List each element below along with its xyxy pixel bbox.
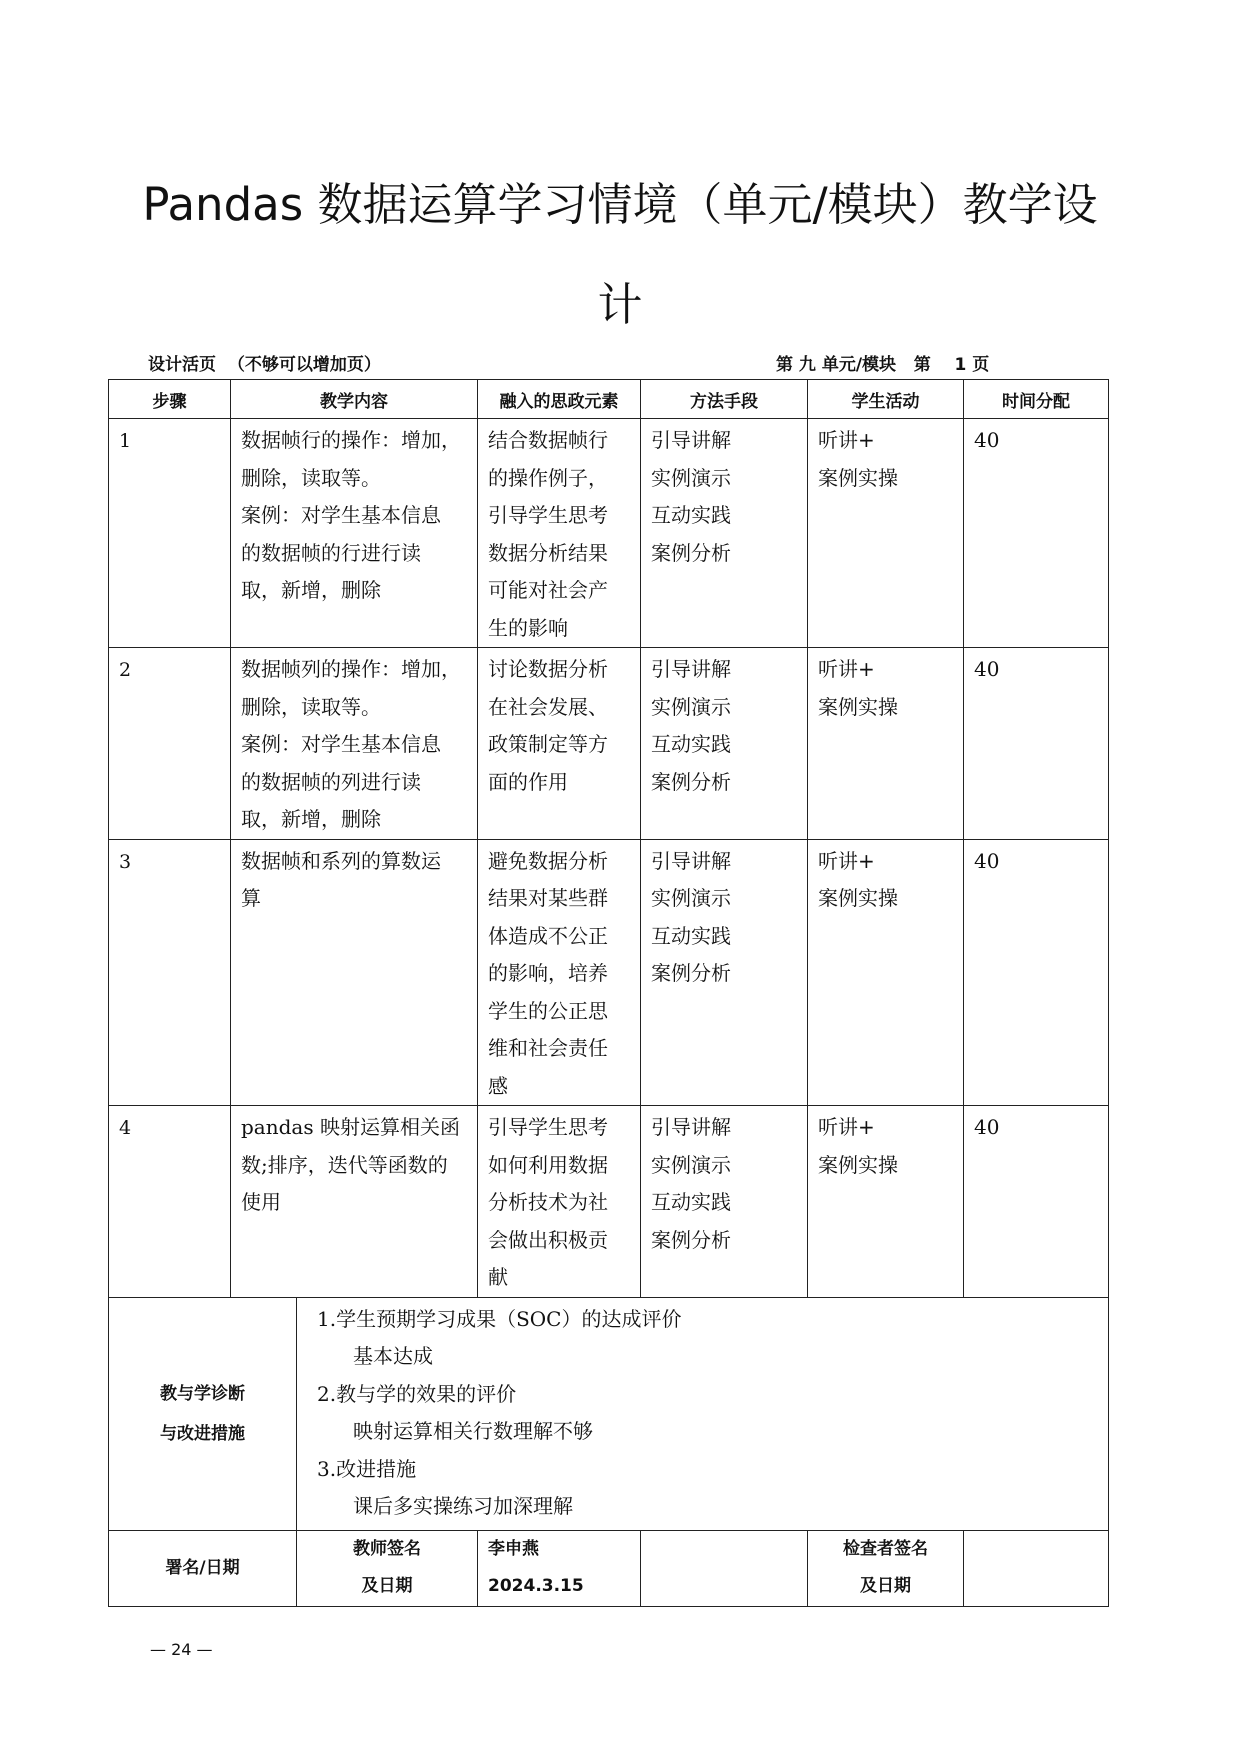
ideology-cell <box>478 839 641 1106</box>
method-line: 互动实践 <box>651 923 731 948</box>
time-cell: 40 <box>964 648 1109 840</box>
content-line: 数据帧行的操作：增加， <box>241 428 461 452</box>
table-row <box>109 839 1109 1106</box>
ideology-cell <box>478 419 641 648</box>
ideology-line: 如何利用数据 <box>488 1152 608 1177</box>
step-cell: 1 <box>109 419 231 648</box>
checker-signature-value <box>964 1530 1109 1606</box>
content-line: 删除，读取等。 <box>241 465 381 490</box>
signature-label: 署名/日期 <box>109 1530 297 1606</box>
diagnosis-line: 课后多实操练习加深理解 <box>353 1494 573 1518</box>
content-line: 案例：对学生基本信息 <box>241 503 441 527</box>
checker-signature-label-line: 及日期 <box>860 1576 911 1596</box>
page-title-line2: 计 <box>597 278 643 331</box>
content-line: 使用 <box>241 1190 281 1214</box>
header-activity: 学生活动 <box>808 380 964 419</box>
header-methods: 方法手段 <box>641 380 808 419</box>
activity-line: 案例实操 <box>818 694 898 719</box>
table-header-row <box>109 380 1109 419</box>
content-line: 取，新增，删除 <box>241 807 381 831</box>
teacher-signature-label <box>297 1530 478 1606</box>
meta-left: 设计活页 （不够可以增加页） <box>148 355 381 375</box>
activity-line: 听讲+ <box>818 848 875 873</box>
content-line: 数;排序，迭代等函数的 <box>241 1152 448 1177</box>
content-line: 数据帧和系列的算数运 <box>241 848 441 873</box>
ideology-line: 在社会发展、 <box>488 694 608 719</box>
activity-line: 案例实操 <box>818 886 898 910</box>
diagnosis-label <box>109 1297 297 1530</box>
method-line: 引导讲解 <box>651 657 731 681</box>
method-line: 实例演示 <box>651 886 731 910</box>
step-cell: 3 <box>109 839 231 1106</box>
ideology-line: 感 <box>488 1073 508 1098</box>
content-line: 的数据帧的行进行读 <box>241 540 421 565</box>
page-number: — 24 — <box>150 1640 213 1659</box>
method-line: 实例演示 <box>651 1152 731 1177</box>
ideology-line: 政策制定等方 <box>488 732 608 756</box>
ideology-line: 结果对某些群 <box>488 886 608 910</box>
teacher-date: 2024.3.15 <box>488 1576 584 1596</box>
content-line: 案例：对学生基本信息 <box>241 732 441 756</box>
teacher-signature-label-line: 及日期 <box>361 1576 413 1596</box>
content-line: 删除，读取等。 <box>241 694 381 719</box>
methods-cell <box>641 648 808 840</box>
header-time: 时间分配 <box>964 380 1109 419</box>
teacher-signature-label-line: 教师签名 <box>353 1539 421 1559</box>
ideology-line: 引导学生思考 <box>488 503 608 527</box>
method-line: 案例分析 <box>651 769 731 794</box>
content-line: 的数据帧的列进行读 <box>241 769 421 794</box>
content-cell <box>231 839 478 1106</box>
activity-line: 案例实操 <box>818 465 898 490</box>
ideology-line: 的影响，培养 <box>488 961 608 985</box>
ideology-line: 学生的公正思 <box>488 998 608 1023</box>
method-line: 互动实践 <box>651 503 731 527</box>
time-cell: 40 <box>964 1106 1109 1298</box>
checker-signature-label-line: 检查者签名 <box>843 1539 928 1559</box>
methods-cell <box>641 839 808 1106</box>
method-line: 案例分析 <box>651 540 731 565</box>
content-line: 算 <box>241 886 261 910</box>
step-cell: 2 <box>109 648 231 840</box>
method-line: 引导讲解 <box>651 428 731 452</box>
method-line: 实例演示 <box>651 694 731 719</box>
header-step: 步骤 <box>109 380 231 419</box>
ideology-line: 献 <box>488 1265 508 1289</box>
activity-line: 听讲+ <box>818 1115 875 1139</box>
meta-right: 第 九 单元/模块 第 1 页 <box>776 355 990 375</box>
activity-line: 案例实操 <box>818 1152 898 1177</box>
content-line: 数据帧列的操作：增加， <box>241 657 461 681</box>
blank-cell <box>641 1530 808 1606</box>
diagnosis-body <box>297 1297 1109 1530</box>
table-row <box>109 648 1109 840</box>
diagnosis-label-line: 与改进措施 <box>160 1423 245 1444</box>
content-cell <box>231 1106 478 1298</box>
activity-line: 听讲+ <box>818 428 875 452</box>
time-cell: 40 <box>964 419 1109 648</box>
activity-cell <box>808 648 964 840</box>
teacher-signature-value <box>478 1530 641 1606</box>
methods-cell <box>641 1106 808 1298</box>
checker-signature-label <box>808 1530 964 1606</box>
method-line: 引导讲解 <box>651 848 731 873</box>
signature-row <box>109 1530 1109 1606</box>
ideology-line: 数据分析结果 <box>488 540 608 565</box>
diagnosis-line: 基本达成 <box>353 1344 433 1368</box>
ideology-line: 可能对社会产 <box>488 578 608 602</box>
ideology-line: 结合数据帧行 <box>488 428 608 452</box>
ideology-line: 会做出积极贡 <box>488 1227 608 1252</box>
method-line: 实例演示 <box>651 465 731 490</box>
diagnosis-line: 3.改进措施 <box>317 1456 417 1481</box>
content-line: 取，新增，删除 <box>241 578 381 602</box>
ideology-line: 分析技术为社 <box>488 1190 608 1214</box>
content-line: pandas 映射运算相关函 <box>241 1115 460 1139</box>
content-cell <box>231 648 478 840</box>
diagnosis-line: 映射运算相关行数理解不够 <box>353 1419 593 1443</box>
methods-cell <box>641 419 808 648</box>
ideology-line: 面的作用 <box>488 769 568 794</box>
content-cell <box>231 419 478 648</box>
diagnosis-line: 2.教与学的效果的评价 <box>317 1381 517 1406</box>
method-line: 互动实践 <box>651 1190 731 1214</box>
method-line: 引导讲解 <box>651 1115 731 1139</box>
lesson-table <box>108 379 1109 1607</box>
ideology-cell <box>478 1106 641 1298</box>
ideology-line: 体造成不公正 <box>488 923 608 948</box>
step-cell: 4 <box>109 1106 231 1298</box>
header-content: 教学内容 <box>231 380 478 419</box>
ideology-line: 生的影响 <box>488 615 568 640</box>
method-line: 互动实践 <box>651 732 731 756</box>
activity-cell <box>808 1106 964 1298</box>
activity-cell <box>808 419 964 648</box>
diagnosis-line: 1.学生预期学习成果（SOC）的达成评价 <box>317 1306 682 1331</box>
page-title-line1: Pandas 数据运算学习情境（单元/模块）教学设 <box>142 178 1098 231</box>
ideology-line: 引导学生思考 <box>488 1115 608 1139</box>
time-cell: 40 <box>964 839 1109 1106</box>
activity-line: 听讲+ <box>818 657 875 681</box>
table-row <box>109 1106 1109 1298</box>
ideology-cell <box>478 648 641 840</box>
ideology-line: 避免数据分析 <box>488 848 608 873</box>
ideology-line: 的操作例子， <box>488 465 608 490</box>
method-line: 案例分析 <box>651 1227 731 1252</box>
method-line: 案例分析 <box>651 961 731 985</box>
activity-cell <box>808 839 964 1106</box>
table-row <box>109 419 1109 648</box>
header-ideology: 融入的思政元素 <box>478 380 641 419</box>
diagnosis-row <box>109 1297 1109 1530</box>
diagnosis-label-line: 教与学诊断 <box>160 1383 245 1404</box>
ideology-line: 讨论数据分析 <box>488 657 608 681</box>
teacher-name: 李申燕 <box>488 1539 539 1559</box>
ideology-line: 维和社会责任 <box>488 1036 608 1060</box>
